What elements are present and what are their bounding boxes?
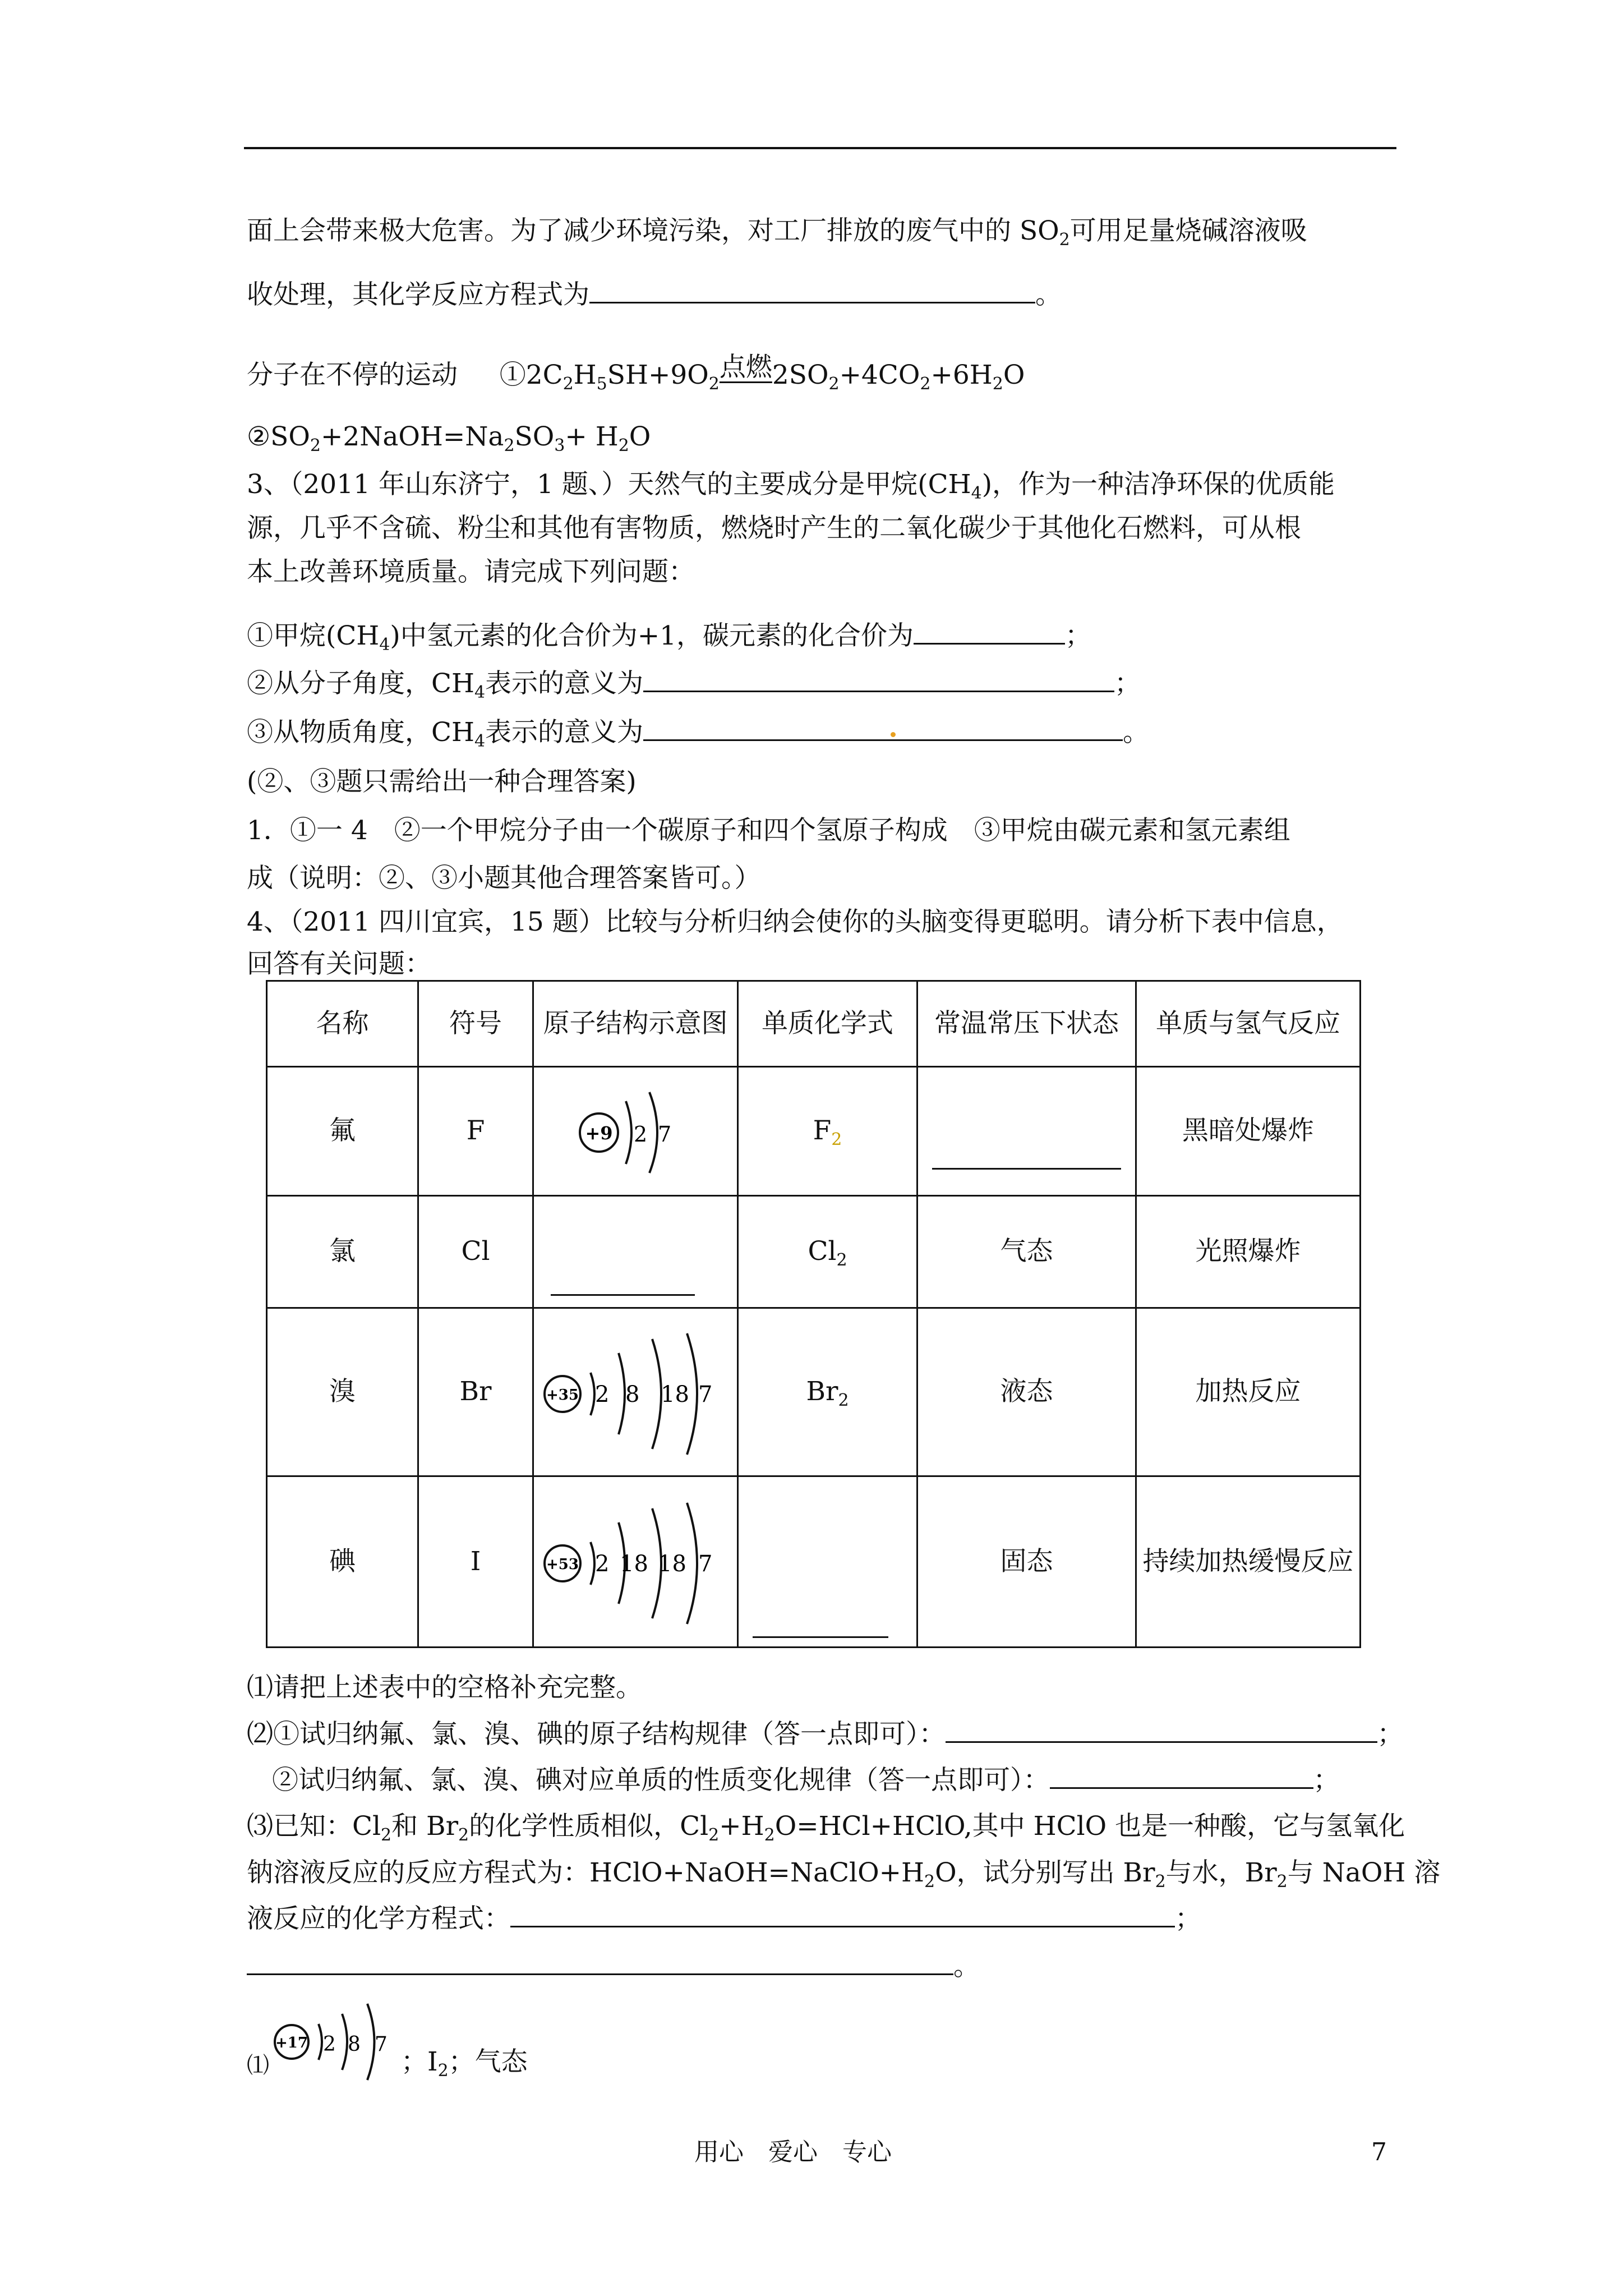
- question-item: ③从物质角度，$CH_4$表示的意义为 。: [247, 717, 1150, 751]
- question-line: ②试归纳氟、氯、溴、碘对应单质的性质变化规律（答一点即可）： ；: [272, 1765, 1340, 1796]
- answer-blank[interactable]: [753, 1636, 888, 1638]
- cell-name: 碘: [267, 1476, 418, 1648]
- nucleus-label: +17: [275, 2035, 308, 2051]
- question-item: ②从分子角度，$CH_4$表示的意义为 ；: [247, 668, 1141, 702]
- question-line: 。: [247, 1953, 980, 1980]
- table-row: [267, 1308, 1361, 1476]
- cell-symbol: Cl: [418, 1196, 533, 1308]
- answer-blank[interactable]: [932, 1167, 1121, 1170]
- paragraph-line: 面上会带来极大危害。为了减少环境污染，对工厂排放的废气中的 $SO_2$可用足量烧碱溶液吸: [247, 215, 1307, 250]
- cell-symbol: I: [418, 1476, 533, 1648]
- question-line: 4、（2011 四川宜宾，15 题）比较与分析归纳会使你的头脑变得更聪明。请分析下表中信息，: [247, 907, 1343, 937]
- question-line: 液反应的化学方程式： ；: [247, 1903, 1201, 1934]
- atom-structure-diagram: [571, 1081, 700, 1182]
- cell-reaction: 光照爆炸: [1136, 1196, 1361, 1308]
- question-note: (②、③题只需给出一种合理答案): [247, 766, 637, 797]
- answer-prefix: ⑴: [247, 2053, 269, 2078]
- answer-blank[interactable]: [643, 739, 1123, 741]
- answer-blank[interactable]: [946, 1741, 1377, 1743]
- cell-diagram: [533, 1067, 738, 1196]
- shell-electrons: 7: [658, 1121, 672, 1147]
- cell-name: 氟: [267, 1067, 418, 1196]
- shell-electrons: 18: [661, 1381, 689, 1407]
- cell-formula[interactable]: [738, 1476, 917, 1648]
- answer-blank[interactable]: [247, 1973, 953, 1975]
- cell-diagram[interactable]: [533, 1196, 738, 1308]
- answer-blank[interactable]: [510, 1925, 1175, 1927]
- reaction-condition: 点燃: [719, 352, 772, 383]
- answer-line: 分子在不停的运动 $①2C_2H_5SH+9O_2$点燃$2SO_2+4CO_2+6H_2O$: [247, 352, 1025, 394]
- cell-name: 氯: [267, 1196, 418, 1308]
- cell-symbol: F: [418, 1067, 533, 1196]
- footer-slogan: 用心 爱心 专心: [694, 2138, 892, 2166]
- cell-diagram: [533, 1476, 738, 1648]
- answer-line: $②SO_2+2NaOH=Na_2SO_3+ H_2O$: [247, 421, 651, 455]
- answer-line: 成（说明：②、③小题其他合理答案皆可。）: [247, 863, 761, 894]
- shell-electrons: 7: [698, 1381, 713, 1407]
- shell-electrons: 2: [634, 1121, 648, 1147]
- shell-electrons: 7: [698, 1551, 713, 1577]
- shell-electrons: 7: [375, 2033, 388, 2056]
- answer-line: 1．①一 4 ②一个甲烷分子由一个碳原子和四个氢原子构成 ③甲烷由碳元素和氢元素组: [247, 815, 1290, 846]
- cell-formula: $Br_2$: [738, 1308, 917, 1476]
- header-rule: [244, 147, 1396, 149]
- question-line: ⑶已知：$Cl_2$和 $Br_2$的化学性质相似，$Cl_2+H_2O=HCl+HClO$,其中 HClO 也是一种酸，它与氢氧化: [247, 1811, 1405, 1845]
- shell-electrons: 8: [348, 2033, 361, 2056]
- header-cell: 符号: [418, 981, 533, 1067]
- question-item: ①甲烷$(CH_4)$中氢元素的化合价为+1，碳元素的化合价为 ；: [247, 620, 1092, 655]
- atom-structure-diagram: [269, 1997, 404, 2087]
- cell-reaction: 持续加热缓慢反应: [1136, 1476, 1361, 1648]
- shell-electrons: 18: [620, 1551, 648, 1577]
- answer-blank[interactable]: [1050, 1787, 1313, 1789]
- cell-state: 液态: [917, 1308, 1136, 1476]
- answer-blank[interactable]: [914, 642, 1065, 645]
- question-line: 钠溶液反应的反应方程式为：$HClO+NaOH=NaClO+H_2O$，试分别写出 $Br_2$与水，$Br_2$与 NaOH 溶: [247, 1857, 1441, 1892]
- shell-electrons: 8: [625, 1381, 640, 1407]
- cell-symbol: Br: [418, 1308, 533, 1476]
- answer-line: ；$I_2$；气态: [401, 2046, 528, 2081]
- shell-electrons: 2: [595, 1551, 610, 1577]
- cell-state: 固态: [917, 1476, 1136, 1648]
- element-table: [266, 980, 1361, 1648]
- answer-blank[interactable]: [643, 690, 1114, 692]
- question-line: 源，几乎不含硫、粉尘和其他有害物质，燃烧时产生的二氧化碳少于其他化石燃料，可从根: [247, 513, 1301, 544]
- shell-electrons: 2: [595, 1381, 610, 1407]
- cell-reaction: 加热反应: [1136, 1308, 1361, 1476]
- table-row: [267, 1196, 1361, 1308]
- atom-structure-diagram: [540, 1492, 731, 1632]
- stray-dot: [891, 732, 896, 737]
- header-cell: 原子结构示意图: [533, 981, 738, 1067]
- cell-formula: $F_2$: [738, 1067, 917, 1196]
- table-row: [267, 1476, 1361, 1648]
- nucleus-label: +53: [546, 1556, 579, 1573]
- question-line: 本上改善环境质量。请完成下列问题：: [247, 556, 695, 587]
- answer-blank[interactable]: [589, 301, 1035, 303]
- cell-state[interactable]: [917, 1067, 1136, 1196]
- cell-diagram: [533, 1308, 738, 1476]
- shell-electrons: 18: [658, 1551, 686, 1577]
- cell-state: 气态: [917, 1196, 1136, 1308]
- cell-reaction: 黑暗处爆炸: [1136, 1067, 1361, 1196]
- table-row: [267, 1067, 1361, 1196]
- header-cell: 单质与氢气反应: [1136, 981, 1361, 1067]
- question-line: 3、（2011 年山东济宁，1 题、）天然气的主要成分是甲烷$(CH_4)$，作为一种洁净环保的优质能: [247, 469, 1335, 503]
- header-cell: 单质化学式: [738, 981, 917, 1067]
- question-line: 回答有关问题：: [247, 949, 431, 979]
- shell-electrons: 2: [323, 2033, 336, 2056]
- question-line: ⑵①试归纳氟、氯、溴、碘的原子结构规律（答一点即可）： ；: [247, 1719, 1404, 1750]
- table-header-row: [267, 981, 1361, 1067]
- question-line: ⑴请把上述表中的空格补充完整。: [247, 1672, 642, 1703]
- cell-name: 溴: [267, 1308, 418, 1476]
- page-number: 7: [1371, 2138, 1387, 2166]
- header-cell: 常温常压下状态: [917, 981, 1136, 1067]
- nucleus-label: +9: [585, 1122, 613, 1144]
- paragraph-line: 收处理，其化学反应方程式为 。: [247, 279, 1062, 310]
- answer-blank[interactable]: [551, 1294, 695, 1296]
- nucleus-label: +35: [546, 1386, 579, 1404]
- header-cell: 名称: [267, 981, 418, 1067]
- atom-structure-diagram: [540, 1322, 731, 1462]
- cell-formula: $Cl_2$: [738, 1196, 917, 1308]
